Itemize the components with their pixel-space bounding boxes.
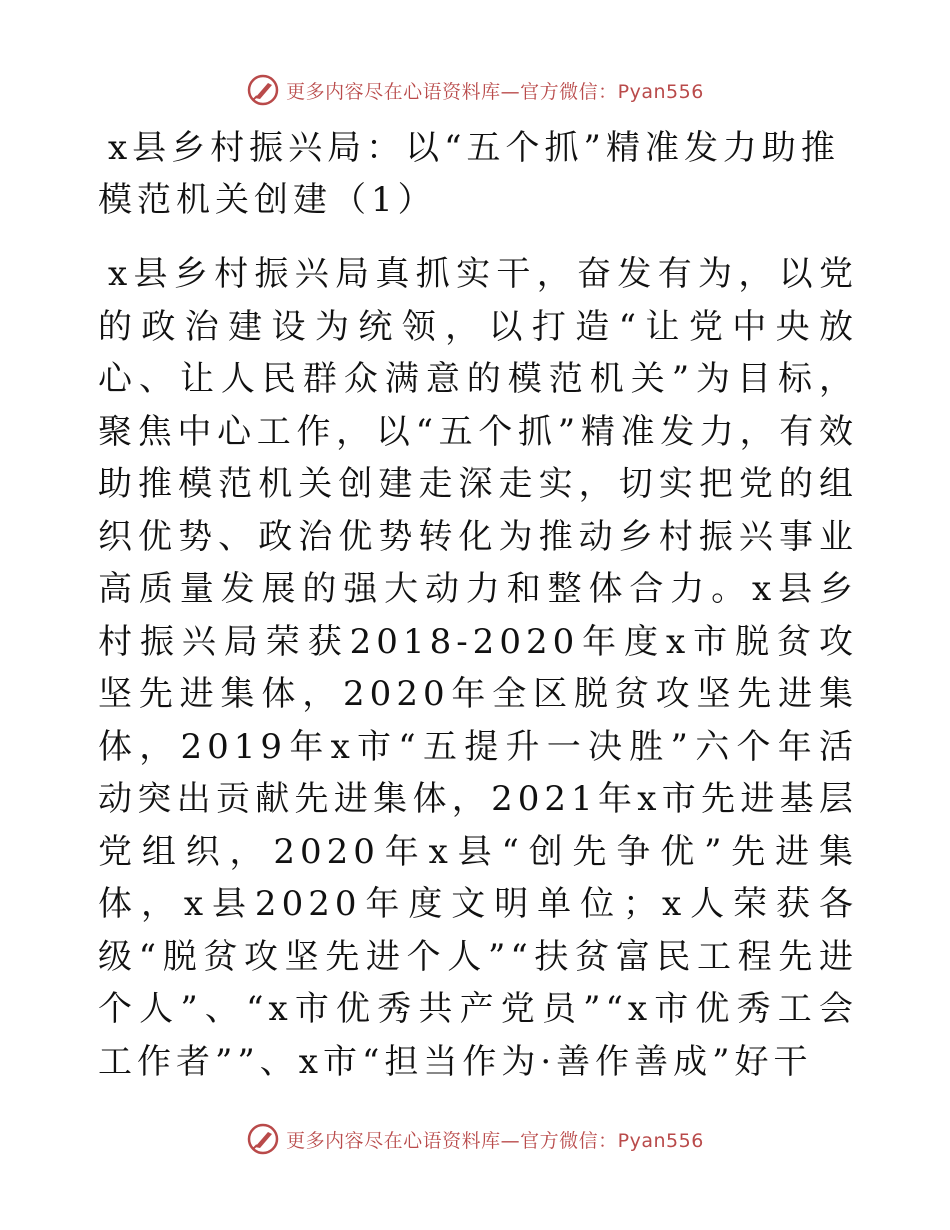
footer-watermark-banner [0, 1117, 950, 1161]
document-body-paragraph: x县乡村振兴局真抓实干，奋发有为，以党的政治建设为统领，以打造“让党中央放心、让人民群众满意的模范机关”为目标，聚焦中心工作，以“五个抓”精准发力，有效助推模范机关创建走深走实，切实把党的组织优势、政治优势转化为推动乡村振兴事业高质量发展的强大动力和整体合力。x县乡村振兴局荣获2018-2020年度x市脱贫攻坚先进集体，2020年全区脱贫攻坚先进集体，2019年x市“五提升一决胜”六个年活动突出贡献先进集体，2021年x市先进基层党组织，2020年x县“创先争优”先进集体，x县2020年度文明单位；x人荣获各级“脱贫攻坚先进个人”“扶贫富民工程先进个人”、“x市优秀共产党员”“x市优秀工会工作者””、x市“担当作为·善作善成”好干 [98, 254, 858, 1082]
quill-seal-icon [246, 73, 280, 107]
document-title: x县乡村振兴局：以“五个抓”精准发力助推模范机关创建（1） [98, 128, 840, 220]
document-content [98, 122, 858, 1088]
header-watermark-text: 更多内容尽在心语资料库—官方微信：Pyan556 [286, 80, 704, 103]
header-watermark-banner [0, 68, 950, 112]
quill-seal-icon [246, 1122, 280, 1156]
footer-watermark-text: 更多内容尽在心语资料库—官方微信：Pyan556 [286, 1129, 704, 1152]
